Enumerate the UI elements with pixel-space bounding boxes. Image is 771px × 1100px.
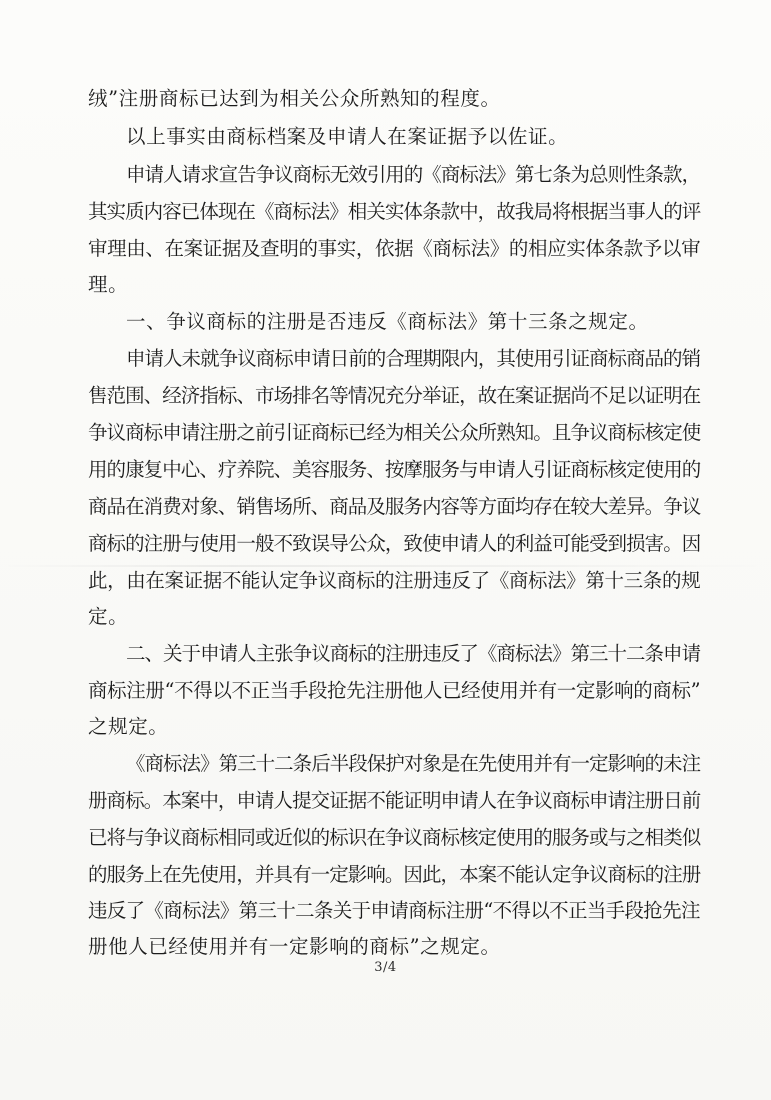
text-line-23: 违反了《商标法》第三十二条关于申请商标注册“不得以不正当手段抢先注 <box>88 899 700 922</box>
text-line-12: 商品在消费对象、销售场所、商品及服务内容等方面均存在较大差异。争议 <box>88 495 701 518</box>
text-line-24: 册他人已经使用并有一定影响的商标”之规定。 <box>88 935 501 958</box>
text-line-18: 之规定。 <box>88 715 169 738</box>
text-line-11: 用的康复中心、疗养院、美容服务、按摩服务与申请人引证商标核定使用的 <box>88 458 701 481</box>
text-line-10: 争议商标申请注册之前引证商标已经为相关公众所熟知。且争议商标核定使 <box>88 421 701 444</box>
text-line-14: 此，由在案证据不能认定争议商标的注册违反了《商标法》第十三条的规 <box>88 569 701 592</box>
text-line-21: 已将与争议商标相同或近似的标识在争议商标核定使用的服务或与之相类似 <box>88 826 701 849</box>
text-line-22: 的服务上在先使用，并具有一定影响。因此，本案不能认定争议商标的注册 <box>88 863 701 886</box>
text-line-4: 其实质内容已体现在《商标法》相关实体条款中，故我局将根据当事人的评 <box>88 200 701 223</box>
text-line-2: 以上事实由商标档案及申请人在案证据予以佐证。 <box>126 125 569 148</box>
text-line-5: 审理由、在案证据及查明的事实，依据《商标法》的相应实体条款予以审 <box>88 237 701 260</box>
page-number: 3/4 <box>374 960 397 975</box>
text-line-1: 绒”注册商标已达到为相关公众所熟知的程度。 <box>88 87 501 110</box>
text-line-9: 售范围、经济指标、市场排名等情况充分举证，故在案证据尚不足以证明在 <box>88 384 701 407</box>
section-heading-1: 一、争议商标的注册是否违反《商标法》第十三条之规定。 <box>126 310 649 333</box>
text-line-20: 册商标。本案中，申请人提交证据不能证明申请人在争议商标申请注册日前 <box>88 789 701 812</box>
text-line-3: 申请人请求宣告争议商标无效引用的《商标法》第七条为总则性条款， <box>126 163 701 186</box>
text-line-8: 申请人未就争议商标申请日前的合理期限内，其使用引证商标商品的销 <box>126 347 701 370</box>
text-line-13: 商标的注册与使用一般不致误导公众，致使申请人的利益可能受到损害。因 <box>88 532 701 555</box>
text-line-17: 商标注册“不得以不正当手段抢先注册他人已经使用并有一定影响的商标” <box>88 679 701 702</box>
text-line-6: 理。 <box>88 273 129 296</box>
text-line-19: 《商标法》第三十二条后半段保护对象是在先使用并有一定影响的未注 <box>126 752 701 775</box>
text-line-15: 定。 <box>88 605 129 628</box>
section-heading-2: 二、关于申请人主张争议商标的注册违反了《商标法》第三十二条申请 <box>126 642 701 665</box>
